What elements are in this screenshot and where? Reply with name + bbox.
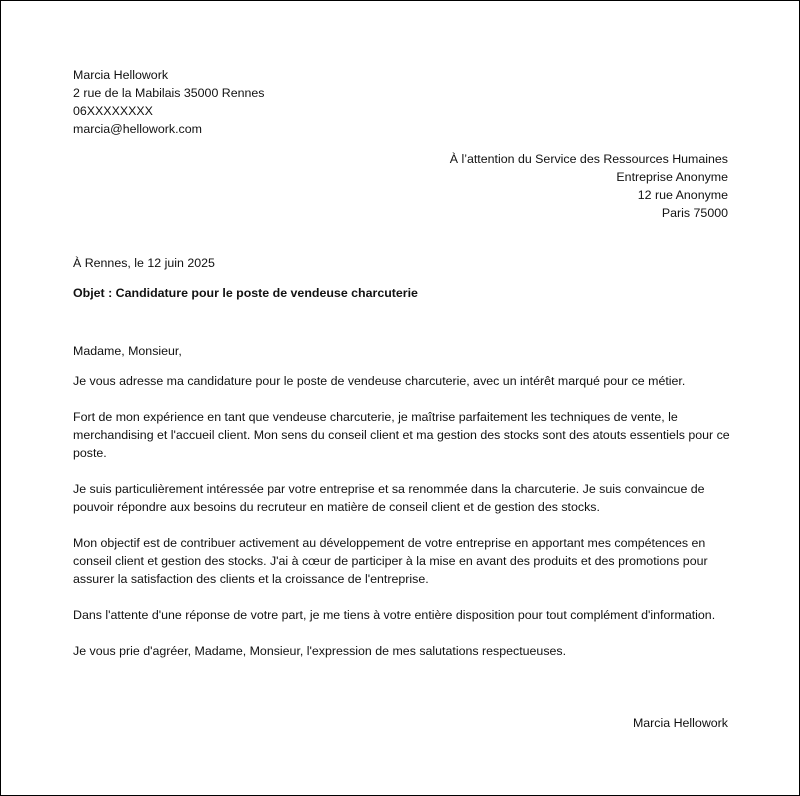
sender-name: Marcia Hellowork [73,68,169,82]
sender-email: marcia@hellowork.com [73,122,202,136]
letter-body [73,342,733,678]
recipient-city: Paris 75000 [661,206,728,220]
paragraph-availability: Dans l'attente d'une réponse de votre part, je me tiens à votre entière disposition pour tout complément d'information. [73,608,716,622]
recipient-block [301,150,728,222]
paragraph-motivation: Je suis particulièrement intéressée par votre entreprise et sa renommée dans la charcuterie. Je suis convaincue de pouvoir répondre aux besoins du recruteur en matière de conseil client et de gestion des stocks. [73,482,705,514]
sender-phone: 06XXXXXXXX [73,104,153,118]
paragraph-intro: Je vous adresse ma candidature pour le poste de vendeuse charcuterie, avec un intérêt marqué pour ce métier. [73,374,686,388]
recipient-company: Entreprise Anonyme [616,170,728,184]
subject-line: Objet : Candidature pour le poste de vendeuse charcuterie [73,286,418,300]
sender-block [73,66,733,138]
recipient-street: 12 rue Anonyme [637,188,728,202]
greeting: Madame, Monsieur, [73,344,182,358]
paragraph-objective: Mon objectif est de contribuer activement au développement de votre entreprise en apportant mes compétences en conseil client et gestion des stocks. J'ai à cœur de participer à la mise en avant des produits et des promotions pour assurer la satisfaction des clients et la croissance de l'entreprise. [73,536,708,586]
paragraph-experience: Fort de mon expérience en tant que vendeuse charcuterie, je maîtrise parfaitement les techniques de vente, le merchandising et l'accueil client. Mon sens du conseil client et ma gestion des stocks sont des atouts essentiels pour ce poste. [73,410,730,460]
date-line: À Rennes, le 12 juin 2025 [73,256,215,270]
signature: Marcia Hellowork [632,716,728,730]
paragraph-closing: Je vous prie d'agréer, Madame, Monsieur, l'expression de mes salutations respectueuses. [73,644,567,658]
sender-address: 2 rue de la Mabilais 35000 Rennes [73,86,265,100]
recipient-attention: À l’attention du Service des Ressources Humaines [449,152,728,166]
